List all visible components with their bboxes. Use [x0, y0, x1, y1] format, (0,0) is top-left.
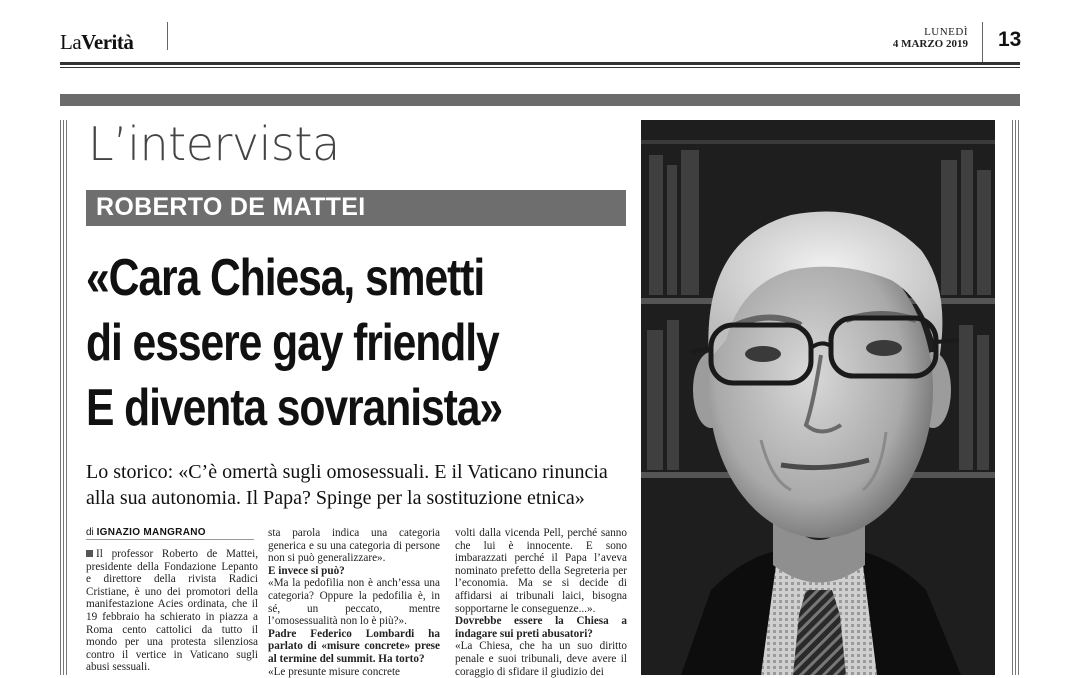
paragraph: «Ma la pedofilia non è anch’essa una categoria? Oppure la pedofilia è, in sé, un peccato, mentre l’omosessualità non lo è più?». — [268, 577, 440, 628]
paragraph: sta parola indica una categoria generica e su una categoria di persone non si può generalizzare». — [268, 527, 440, 565]
masthead-logo: LaVerità — [60, 30, 134, 54]
paragraph: «Le presunte misure concrete — [268, 665, 401, 678]
interviewee-bar — [86, 190, 626, 226]
issue-date-text: 4 MARZO 2019 — [892, 38, 968, 50]
hatched-border — [60, 120, 68, 675]
hatched-border — [1012, 120, 1020, 675]
section-title: L’intervista — [88, 117, 340, 171]
paragraph-marker-icon — [86, 550, 93, 557]
subheadline: Lo storico: «C’è omertà sugli omosessuali. E il Vaticano rinuncia alla sua autonomia. Il Papa? Spinge per la sostituzione etnica» — [86, 461, 608, 509]
body-column-3 — [455, 527, 627, 678]
section-band — [60, 94, 1020, 106]
paragraph: volti dalla vicenda Pell, perché sanno che lui è innocente. E sono imbarazzati perché il Papa l’aveva nominato prefetto della Segreteria per l’economia. Ma se si decide di affidarsi ai tribunali laici, bisogna sopportarne le conseguenze...». — [455, 527, 627, 615]
portrait-illustration — [641, 120, 995, 675]
question: Padre Federico Lombardi ha parlato di «misure concrete» prese al termine del summit. Ha torto? — [268, 627, 440, 665]
body-column-2 — [268, 527, 440, 678]
portrait-photo — [641, 120, 995, 675]
interviewee-name: ROBERTO DE MATTEI — [96, 193, 366, 221]
header-rule — [60, 67, 1020, 68]
headline-line: E diventa sovranista» — [86, 379, 503, 437]
question: Dovrebbe essere la Chiesa a indagare sui preti abusatori? — [455, 615, 627, 640]
byline-rule — [86, 539, 254, 540]
paragraph: «La Chiesa, che ha un suo diritto penale e suoi tribunali, deve avere il coraggio di sfidare il giudizio dei — [455, 640, 627, 678]
header-divider — [982, 22, 983, 62]
page-number: 13 — [998, 28, 1022, 51]
paragraph: Il professor Roberto de Mattei, presidente della Fondazione Lepanto e direttore della rivista Radici Cristiane, è uno dei promotori della manifestazione Acies ordinata, che il 19 febbraio ha schierato in piazza a Roma cento cattolici da tutto il mondo per una protesta silenziosa contro il vertice in Vaticano sugli abusi sessuali. — [86, 548, 258, 674]
body-column-1 — [86, 548, 258, 674]
headline — [86, 246, 533, 441]
headline-line: di essere gay friendly — [86, 314, 499, 372]
header-rule — [60, 62, 1020, 65]
author-name: IGNAZIO MANGRANO — [96, 527, 206, 538]
header-divider — [167, 22, 168, 50]
issue-date — [893, 26, 968, 50]
byline: di IGNAZIO MANGRANO — [86, 527, 206, 538]
headline-line: «Cara Chiesa, smetti — [86, 249, 485, 307]
question: E invece si può? — [268, 564, 345, 577]
issue-weekday: LUNEDÌ — [924, 26, 968, 38]
